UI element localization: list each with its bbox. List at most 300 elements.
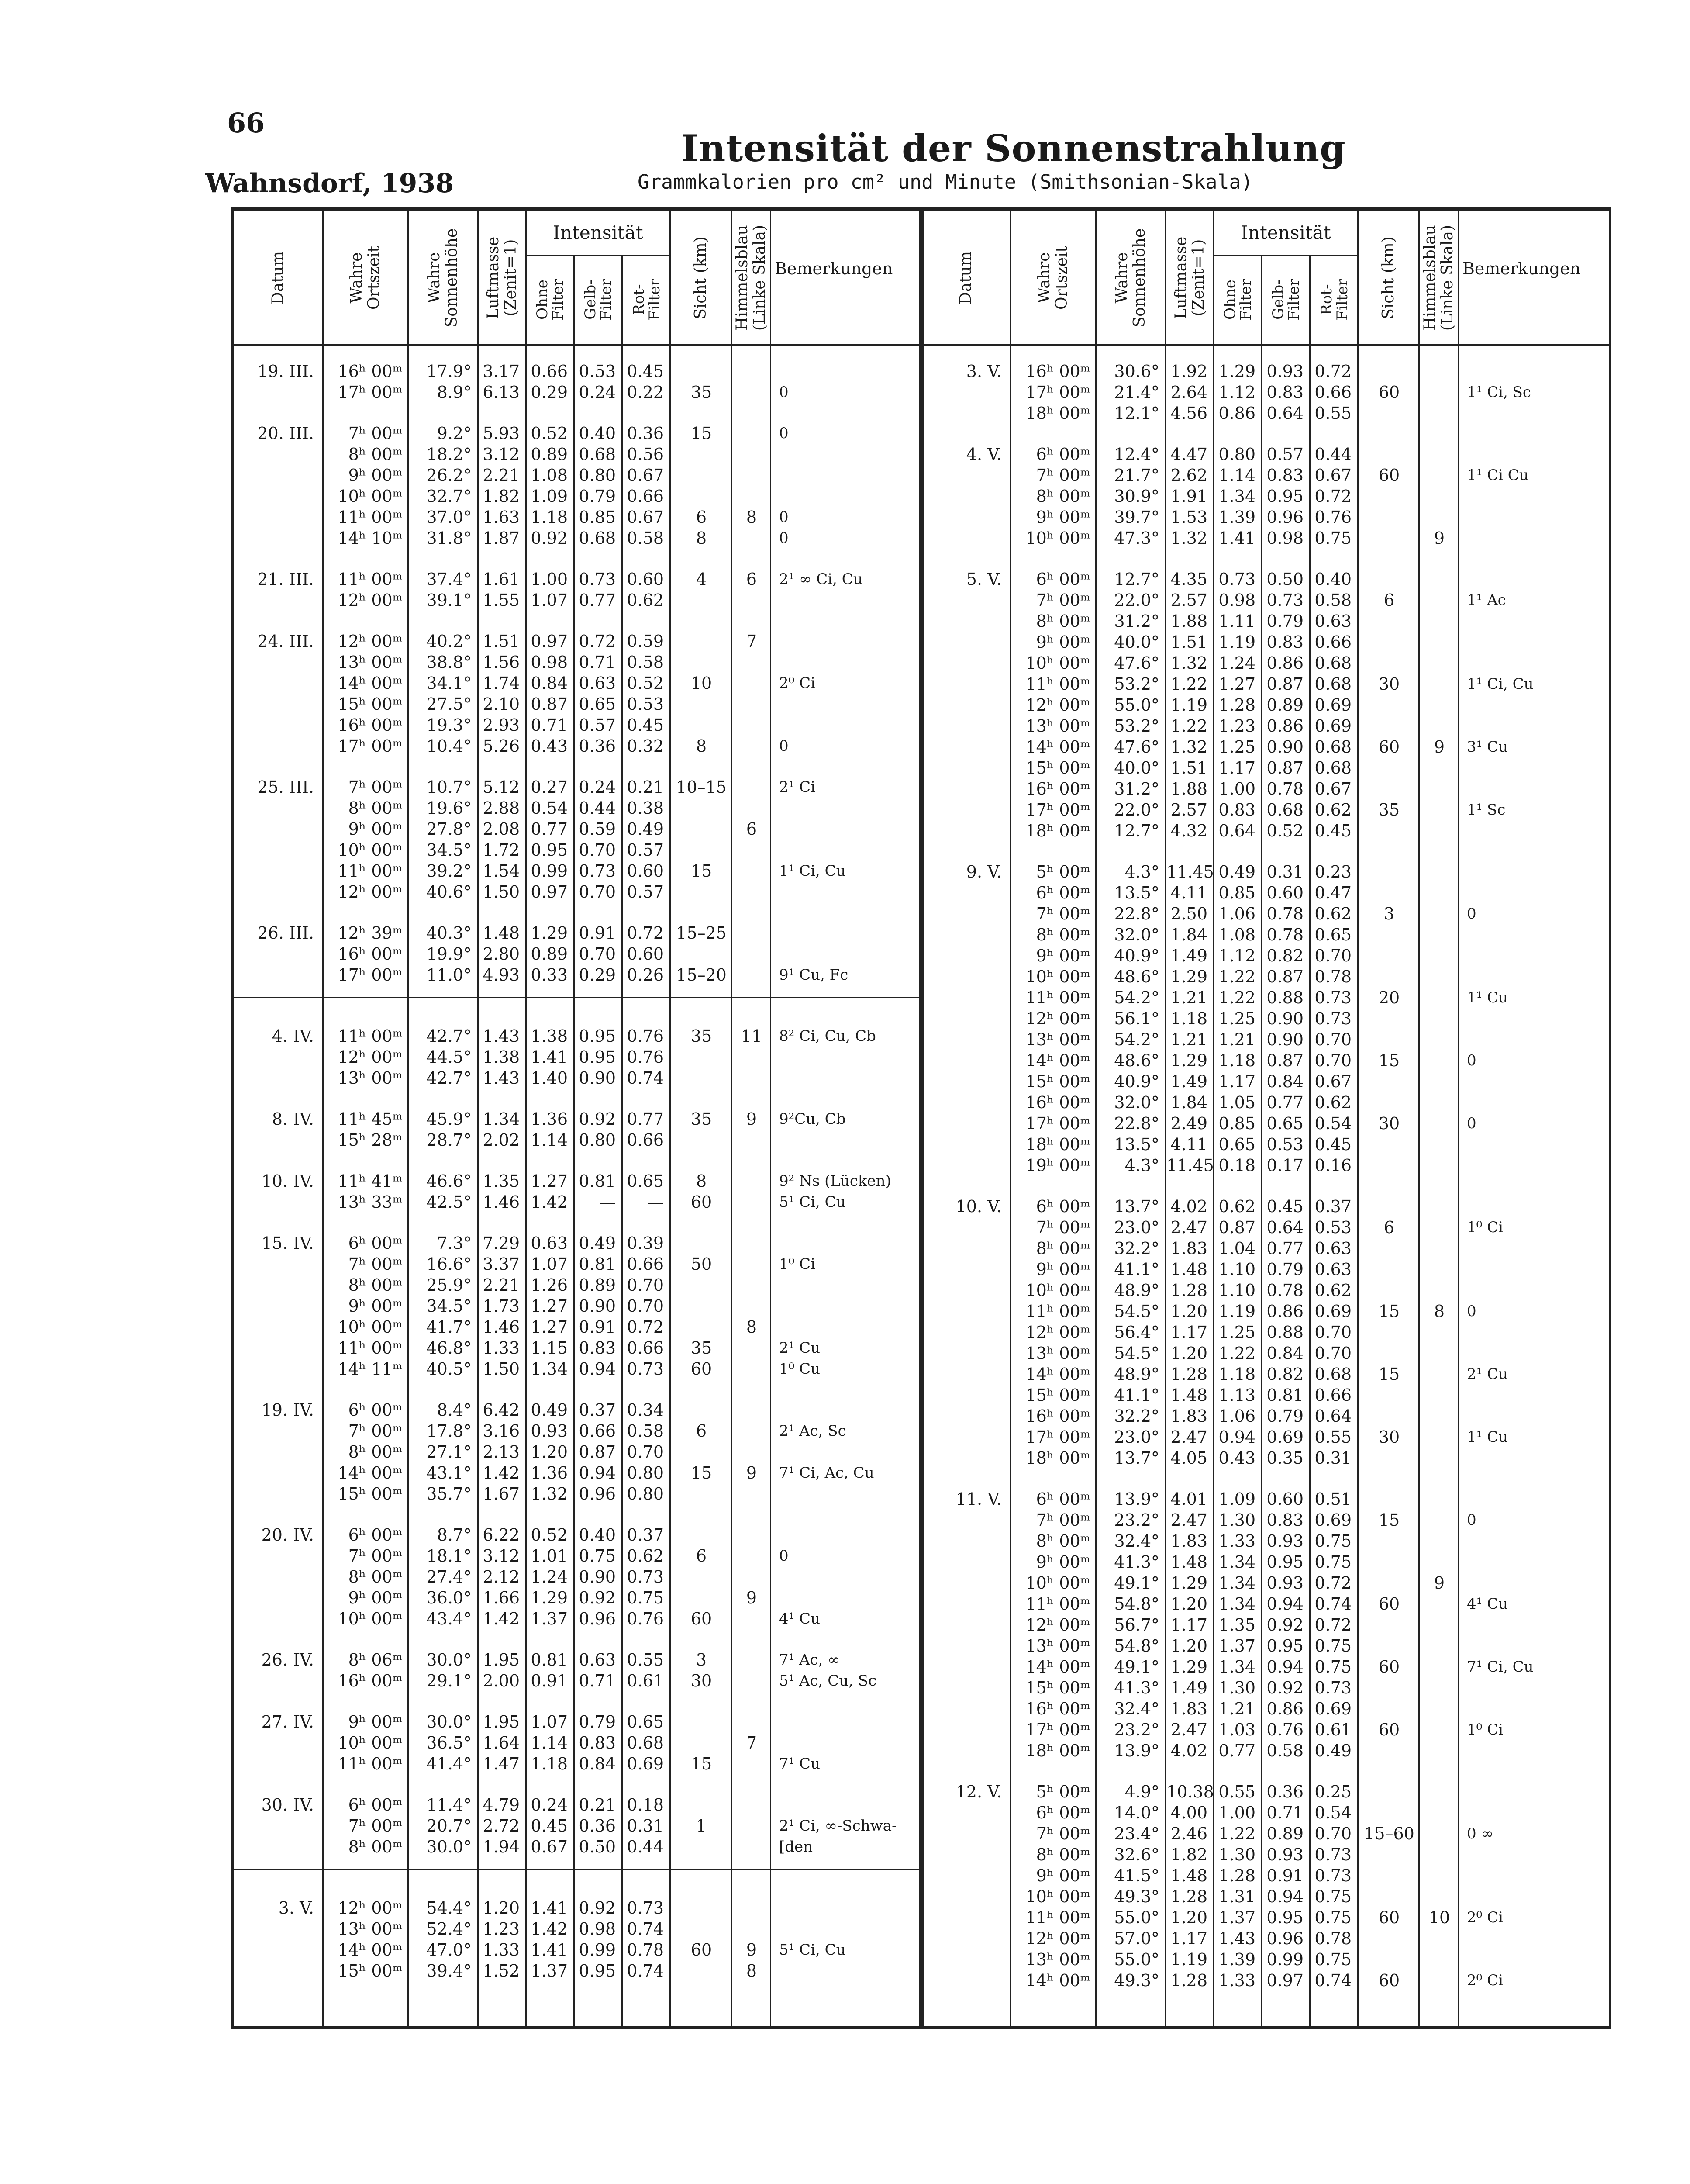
cell-ortszeit: 6ʰ 00ᵐ	[1036, 1803, 1090, 1822]
cell-bemerkungen: 0	[1467, 1115, 1476, 1132]
cell-bemerkungen: 8² Ci, Cu, Cb	[779, 1027, 876, 1045]
cell-himmelsblau	[1420, 590, 1459, 611]
date-group	[922, 1489, 1609, 1761]
cell-bemerkungen: 5¹ Ac, Cu, Sc	[779, 1672, 877, 1690]
cell-sicht	[1359, 611, 1420, 632]
cell-ohne-filter: 1.07	[531, 591, 568, 610]
cell-rot-filter: 0.72	[1314, 1573, 1352, 1593]
cell-gelb-filter: 0.90	[1266, 1009, 1304, 1028]
cell-sonnenhoehe: 55.0°	[1114, 695, 1159, 715]
page-subtitle: Grammkalorien pro cm² und Minute (Smithsonian-Skala)	[638, 170, 1253, 194]
cell-sicht: 15	[1378, 1051, 1400, 1070]
cell-date	[922, 1280, 1011, 1301]
cell-bemerkungen: 2¹ Cu	[779, 1339, 820, 1357]
date-group	[234, 423, 921, 549]
cell-sonnenhoehe: 40.9°	[1114, 1072, 1159, 1091]
cell-bemerkungen	[771, 1233, 921, 1254]
cell-bemerkungen: 1⁰ Ci	[1467, 1721, 1503, 1738]
cell-date	[234, 881, 324, 902]
cell-date	[234, 590, 324, 611]
table-row	[922, 1259, 1609, 1280]
cell-ohne-filter: 1.29	[531, 1588, 568, 1607]
cell-ortszeit: 17ʰ 00ᵐ	[1025, 800, 1090, 819]
cell-luftmasse: 1.54	[483, 861, 520, 881]
cell-ohne-filter: 1.00	[1218, 1803, 1255, 1822]
table-row	[922, 1886, 1609, 1907]
cell-rot-filter: 0.63	[1314, 612, 1352, 631]
cell-bemerkungen: 7¹ Ci, Ac, Cu	[779, 1464, 874, 1482]
cell-himmelsblau	[732, 1400, 771, 1420]
cell-rot-filter: —	[647, 1192, 664, 1212]
cell-luftmasse: 1.21	[1170, 988, 1207, 1007]
cell-sicht	[671, 798, 732, 819]
cell-sonnenhoehe: 32.4°	[1114, 1699, 1159, 1718]
cell-sonnenhoehe: 40.6°	[426, 882, 472, 902]
cell-gelb-filter: 0.88	[1266, 1323, 1304, 1342]
cell-ortszeit: 7ʰ 00ᵐ	[1036, 904, 1090, 923]
table-row	[234, 1192, 921, 1213]
cell-ortszeit: 7ʰ 00ᵐ	[1036, 1218, 1090, 1237]
cell-date	[922, 674, 1011, 695]
cell-ortszeit: 16ʰ 00ᵐ	[338, 715, 403, 735]
cell-himmelsblau	[732, 528, 771, 549]
cell-sonnenhoehe: 41.7°	[426, 1317, 472, 1337]
cell-gelb-filter: 0.64	[1266, 1218, 1304, 1237]
cell-ortszeit: 8ʰ 00ᵐ	[348, 1275, 403, 1295]
cell-sonnenhoehe: 48.6°	[1114, 967, 1159, 986]
table-row	[922, 1656, 1609, 1677]
cell-sonnenhoehe: 23.0°	[1114, 1218, 1159, 1237]
cell-rot-filter: 0.62	[627, 1546, 664, 1565]
cell-sonnenhoehe: 56.4°	[1114, 1323, 1159, 1342]
cell-gelb-filter: 0.70	[579, 840, 616, 860]
cell-bemerkungen	[1459, 1677, 1609, 1698]
date-group	[234, 1109, 921, 1151]
cell-gelb-filter: 0.90	[1266, 1030, 1304, 1049]
header-ohne-filter	[527, 255, 575, 344]
cell-ohne-filter: 0.66	[531, 362, 568, 381]
cell-ohne-filter: 0.33	[531, 965, 568, 985]
cell-luftmasse: 2.47	[1170, 1510, 1207, 1530]
cell-luftmasse: 4.56	[1170, 404, 1207, 423]
cell-ortszeit: 8ʰ 00ᵐ	[1036, 487, 1090, 506]
cell-himmelsblau	[732, 382, 771, 403]
cell-luftmasse: 2.13	[483, 1442, 520, 1462]
cell-ohne-filter: 1.27	[531, 1296, 568, 1316]
cell-bemerkungen	[771, 1317, 921, 1337]
cell-date	[234, 1545, 324, 1566]
cell-gelb-filter: 0.95	[579, 1047, 616, 1067]
cell-rot-filter: 0.69	[1314, 1510, 1352, 1530]
cell-date	[922, 1113, 1011, 1134]
cell-luftmasse: 1.29	[1170, 1573, 1207, 1593]
cell-gelb-filter: 0.69	[1266, 1427, 1304, 1447]
cell-ortszeit: 16ʰ 00ᵐ	[1025, 1406, 1090, 1426]
cell-sonnenhoehe: 41.1°	[1114, 1386, 1159, 1405]
cell-ortszeit: 9ʰ 00ᵐ	[348, 466, 403, 485]
cell-bemerkungen	[1459, 757, 1609, 778]
cell-gelb-filter: 0.79	[1266, 1406, 1304, 1426]
cell-date: 30. IV.	[261, 1795, 314, 1814]
cell-ortszeit: 9ʰ 00ᵐ	[348, 1296, 403, 1316]
cell-rot-filter: 0.72	[1314, 487, 1352, 506]
cell-rot-filter: 0.25	[1314, 1782, 1352, 1801]
cell-sonnenhoehe: 17.8°	[426, 1421, 472, 1441]
cell-himmelsblau: 9	[746, 1109, 757, 1129]
cell-himmelsblau	[732, 1608, 771, 1629]
cell-bemerkungen	[1459, 1259, 1609, 1280]
cell-date	[922, 611, 1011, 632]
table-row	[922, 1677, 1609, 1698]
cell-luftmasse: 1.88	[1170, 612, 1207, 631]
cell-himmelsblau	[1420, 778, 1459, 799]
cell-date	[234, 1275, 324, 1296]
header-rot-filter	[623, 255, 671, 344]
cell-date	[922, 695, 1011, 715]
cell-bemerkungen	[1459, 611, 1609, 632]
cell-bemerkungen: 0	[779, 737, 789, 755]
cell-bemerkungen	[771, 819, 921, 840]
cell-ohne-filter: 1.22	[1218, 967, 1255, 986]
cell-gelb-filter: 0.99	[1266, 1950, 1304, 1969]
cell-date: 4. V.	[966, 445, 1002, 464]
cell-himmelsblau: 8	[746, 508, 757, 527]
cell-rot-filter: 0.65	[627, 1712, 664, 1731]
cell-bemerkungen: 3¹ Cu	[1467, 738, 1508, 756]
date-group	[922, 861, 1609, 1176]
cell-sonnenhoehe: 13.9°	[1114, 1489, 1159, 1509]
cell-rot-filter: 0.45	[627, 362, 664, 381]
cell-sonnenhoehe: 34.5°	[426, 1296, 472, 1316]
cell-luftmasse: 1.28	[1170, 1887, 1207, 1906]
cell-luftmasse: 1.83	[1170, 1406, 1207, 1426]
cell-himmelsblau	[1420, 1155, 1459, 1176]
cell-ohne-filter: 0.91	[531, 1671, 568, 1690]
table-row	[922, 1489, 1609, 1510]
cell-ortszeit: 6ʰ 00ᵐ	[1036, 1489, 1090, 1509]
cell-gelb-filter: 0.84	[1266, 1072, 1304, 1091]
cell-luftmasse: 1.19	[1170, 695, 1207, 715]
cell-rot-filter: 0.66	[1314, 632, 1352, 652]
cell-rot-filter: 0.55	[627, 1650, 664, 1669]
cell-gelb-filter: 0.53	[579, 362, 616, 381]
cell-bemerkungen	[771, 943, 921, 964]
cell-bemerkungen: 2¹ Ci	[779, 778, 815, 796]
cell-date	[922, 1238, 1011, 1259]
cell-rot-filter: 0.40	[1314, 570, 1352, 589]
cell-ortszeit: 16ʰ 00ᵐ	[338, 944, 403, 964]
cell-ohne-filter: 1.07	[531, 1712, 568, 1731]
table-row	[234, 1794, 921, 1815]
cell-bemerkungen: 1¹ Ci, Cu	[779, 862, 846, 880]
cell-himmelsblau	[1420, 1781, 1459, 1802]
cell-bemerkungen	[1459, 1802, 1609, 1823]
table-row	[922, 403, 1609, 424]
table-row	[234, 860, 921, 881]
cell-sicht	[1359, 1802, 1420, 1823]
cell-gelb-filter: 0.70	[579, 944, 616, 964]
table-row	[234, 1524, 921, 1545]
cell-ohne-filter: 1.25	[1218, 1323, 1255, 1342]
cell-sicht	[1359, 1614, 1420, 1635]
cell-luftmasse: 1.53	[1170, 508, 1207, 527]
cell-sicht	[1359, 945, 1420, 966]
cell-rot-filter: 0.74	[627, 1919, 664, 1939]
cell-sicht	[1359, 632, 1420, 653]
cell-date	[922, 1427, 1011, 1448]
cell-gelb-filter: 0.94	[1266, 1657, 1304, 1676]
cell-ohne-filter: 0.85	[1218, 883, 1255, 902]
cell-rot-filter: 0.47	[1314, 883, 1352, 902]
cell-gelb-filter: 0.71	[1266, 1803, 1304, 1822]
cell-date	[922, 757, 1011, 778]
cell-gelb-filter: 0.53	[1266, 1135, 1304, 1154]
header-label: Wahre Sonnenhöhe	[1113, 228, 1149, 327]
cell-sicht: 60	[690, 1609, 712, 1628]
header-label: Gelb- Filter	[1269, 278, 1303, 321]
cell-sicht	[1359, 1071, 1420, 1092]
cell-rot-filter: 0.70	[1314, 1051, 1352, 1070]
cell-luftmasse: 4.93	[483, 965, 520, 985]
cell-ohne-filter: 1.19	[1218, 632, 1255, 652]
cell-bemerkungen: 5¹ Ci, Cu	[779, 1193, 846, 1211]
cell-himmelsblau	[732, 1524, 771, 1545]
cell-bemerkungen: 2¹ Cu	[1467, 1365, 1508, 1383]
cell-sicht: 60	[1378, 1720, 1400, 1739]
table-row	[922, 1238, 1609, 1259]
cell-gelb-filter: 0.40	[579, 424, 616, 443]
cell-sonnenhoehe: 27.1°	[426, 1442, 472, 1462]
table-row	[922, 1635, 1609, 1656]
table-row	[234, 1545, 921, 1566]
cell-himmelsblau	[732, 923, 771, 943]
cell-gelb-filter: 0.66	[579, 1421, 616, 1441]
cell-bemerkungen	[771, 1566, 921, 1587]
cell-date	[234, 673, 324, 694]
cell-date	[234, 444, 324, 465]
table-row	[234, 694, 921, 715]
cell-date: 5. V.	[966, 570, 1002, 589]
cell-ortszeit: 7ʰ 00ᵐ	[1036, 1824, 1090, 1843]
cell-date	[922, 1134, 1011, 1155]
cell-bemerkungen	[771, 1918, 921, 1939]
cell-date	[922, 903, 1011, 924]
cell-date	[234, 1441, 324, 1462]
cell-sicht: 30	[1378, 674, 1400, 694]
cell-luftmasse: 1.20	[1170, 1344, 1207, 1363]
cell-ohne-filter: 1.28	[1218, 1866, 1255, 1885]
header-label: Rot- Filter	[630, 278, 663, 321]
cell-luftmasse: 1.84	[1170, 1093, 1207, 1112]
cell-ortszeit: 6ʰ 00ᵐ	[348, 1400, 403, 1420]
cell-luftmasse: 1.32	[1170, 529, 1207, 548]
cell-gelb-filter: 0.90	[579, 1068, 616, 1088]
cell-himmelsblau: 9	[1434, 737, 1445, 757]
cell-himmelsblau	[1420, 1719, 1459, 1740]
cell-luftmasse: 1.29	[1170, 1657, 1207, 1676]
cell-bemerkungen: 1¹ Cu	[1467, 1428, 1508, 1446]
cell-bemerkungen	[1459, 1572, 1609, 1593]
cell-sonnenhoehe: 47.0°	[426, 1940, 472, 1959]
cell-luftmasse: 11.45	[1166, 862, 1214, 881]
cell-bemerkungen	[1459, 945, 1609, 966]
cell-sicht: 6	[696, 1546, 707, 1565]
cell-ohne-filter: 1.18	[531, 508, 568, 527]
cell-ohne-filter: 1.21	[1218, 1699, 1255, 1718]
cell-luftmasse: 1.20	[1170, 1636, 1207, 1655]
cell-luftmasse: 10.38	[1166, 1782, 1214, 1801]
cell-ohne-filter: 0.29	[531, 383, 568, 402]
cell-sonnenhoehe: 44.5°	[426, 1047, 472, 1067]
cell-gelb-filter: 0.78	[1266, 904, 1304, 923]
cell-sonnenhoehe: 32.2°	[1114, 1406, 1159, 1426]
cell-rot-filter: 0.54	[1314, 1803, 1352, 1822]
cell-date	[234, 1939, 324, 1960]
table-row	[922, 1970, 1609, 1991]
cell-gelb-filter: 0.77	[1266, 1239, 1304, 1258]
cell-ortszeit: 12ʰ 00ᵐ	[338, 632, 403, 651]
cell-bemerkungen	[1459, 1552, 1609, 1572]
header-label: Datum	[269, 251, 287, 304]
cell-bemerkungen	[771, 881, 921, 902]
cell-ortszeit: 10ʰ 00ᵐ	[1025, 1281, 1090, 1300]
cell-luftmasse: 2.93	[483, 715, 520, 735]
cell-gelb-filter: 0.94	[579, 1463, 616, 1482]
cell-ohne-filter: 1.36	[531, 1109, 568, 1129]
table-row	[922, 1928, 1609, 1949]
cell-himmelsblau	[1420, 1489, 1459, 1510]
cell-luftmasse: 4.35	[1170, 570, 1207, 589]
cell-rot-filter: 0.49	[627, 819, 664, 839]
cell-luftmasse: 1.38	[483, 1047, 520, 1067]
cell-sonnenhoehe: 13.5°	[1114, 1135, 1159, 1154]
cell-sicht	[1359, 966, 1420, 987]
cell-luftmasse: 1.55	[483, 591, 520, 610]
cell-sicht: 60	[1378, 737, 1400, 757]
cell-gelb-filter: 0.49	[579, 1234, 616, 1253]
cell-gelb-filter: 0.99	[579, 1940, 616, 1959]
cell-sonnenhoehe: 54.8°	[1114, 1636, 1159, 1655]
header-label: Bemerkungen	[1462, 259, 1581, 278]
cell-gelb-filter: 0.24	[579, 383, 616, 402]
cell-ohne-filter: 1.22	[1218, 1824, 1255, 1843]
cell-ortszeit: 11ʰ 00ᵐ	[338, 1338, 403, 1358]
cell-luftmasse: 1.47	[483, 1754, 520, 1773]
cell-gelb-filter: 0.83	[1266, 466, 1304, 485]
cell-bemerkungen	[1459, 1740, 1609, 1761]
table-row	[922, 903, 1609, 924]
cell-luftmasse: 2.00	[483, 1671, 520, 1690]
cell-ohne-filter: 1.00	[531, 570, 568, 589]
cell-rot-filter: 0.23	[1314, 862, 1352, 881]
cell-sonnenhoehe: 49.3°	[1114, 1971, 1159, 1990]
cell-luftmasse: 1.92	[1170, 362, 1207, 381]
cell-bemerkungen	[1459, 1092, 1609, 1113]
cell-rot-filter: 0.75	[1314, 1552, 1352, 1572]
cell-ohne-filter: 0.52	[531, 1525, 568, 1545]
cell-gelb-filter: 0.92	[579, 1898, 616, 1918]
cell-sonnenhoehe: 41.3°	[1114, 1552, 1159, 1572]
cell-rot-filter: 0.22	[627, 383, 664, 402]
cell-rot-filter: 0.61	[627, 1671, 664, 1690]
cell-ohne-filter: 1.41	[1218, 529, 1255, 548]
table-left	[231, 207, 924, 2029]
cell-date	[234, 819, 324, 840]
cell-ohne-filter: 1.40	[531, 1068, 568, 1088]
cell-bemerkungen	[771, 631, 921, 652]
table-row	[234, 1608, 921, 1629]
cell-sicht	[671, 361, 732, 382]
cell-date: 26. III.	[257, 923, 314, 943]
cell-rot-filter: 0.72	[627, 1317, 664, 1337]
cell-bemerkungen	[1459, 1865, 1609, 1886]
cell-rot-filter: 0.44	[627, 1837, 664, 1856]
header-sonnenhoehe	[1097, 211, 1166, 344]
cell-rot-filter: 0.26	[627, 965, 664, 985]
cell-ortszeit: 8ʰ 00ᵐ	[1036, 612, 1090, 631]
cell-sicht: 60	[690, 1359, 712, 1379]
cell-ortszeit: 15ʰ 00ᵐ	[1025, 1386, 1090, 1405]
cell-rot-filter: 0.34	[627, 1400, 664, 1420]
cell-gelb-filter: 0.86	[1266, 716, 1304, 736]
cell-himmelsblau	[732, 1233, 771, 1254]
cell-sicht: 10–15	[676, 778, 727, 797]
cell-sonnenhoehe: 36.5°	[426, 1733, 472, 1752]
date-group	[922, 1781, 1609, 1991]
cell-ortszeit: 11ʰ 00ᵐ	[338, 861, 403, 881]
cell-bemerkungen	[1459, 1886, 1609, 1907]
cell-date	[922, 987, 1011, 1008]
cell-rot-filter: 0.65	[627, 1171, 664, 1191]
cell-bemerkungen	[771, 923, 921, 943]
cell-rot-filter: 0.78	[627, 1940, 664, 1959]
cell-bemerkungen	[1459, 528, 1609, 549]
cell-date	[922, 1217, 1011, 1238]
cell-sonnenhoehe: 32.0°	[1114, 1093, 1159, 1112]
cell-rot-filter: 0.52	[627, 674, 664, 693]
header-label: Luftmasse (Zenit=1)	[1172, 236, 1207, 319]
cell-sonnenhoehe: 47.6°	[1114, 653, 1159, 673]
cell-gelb-filter: 0.58	[1266, 1741, 1304, 1760]
cell-sicht: 15	[690, 861, 712, 881]
cell-date	[922, 736, 1011, 757]
cell-bemerkungen	[771, 444, 921, 465]
cell-bemerkungen: 1⁰ Ci	[779, 1255, 815, 1273]
cell-rot-filter: 0.75	[1314, 529, 1352, 548]
cell-himmelsblau	[732, 486, 771, 507]
cell-gelb-filter: 0.90	[579, 1567, 616, 1586]
cell-date	[922, 1406, 1011, 1427]
cell-sonnenhoehe: 53.2°	[1114, 674, 1159, 694]
cell-sonnenhoehe: 40.0°	[1114, 632, 1159, 652]
cell-sonnenhoehe: 32.2°	[1114, 1239, 1159, 1258]
cell-sicht	[671, 1918, 732, 1939]
table-row	[234, 673, 921, 694]
cell-ortszeit: 9ʰ 00ᵐ	[1036, 1260, 1090, 1279]
table-row	[922, 1385, 1609, 1406]
cell-luftmasse: 6.42	[483, 1400, 520, 1420]
cell-himmelsblau	[732, 964, 771, 985]
cell-date: 27. IV.	[261, 1712, 314, 1731]
cell-luftmasse: 4.05	[1170, 1448, 1207, 1468]
cell-gelb-filter: 0.87	[1266, 674, 1304, 694]
cell-gelb-filter: 0.94	[1266, 1594, 1304, 1614]
table-row	[922, 757, 1609, 778]
cell-ohne-filter: 1.21	[1218, 1030, 1255, 1049]
cell-bemerkungen	[771, 1897, 921, 1918]
header-label: Wahre Ortszeit	[348, 245, 383, 310]
header-label: Sicht (km)	[691, 236, 710, 319]
